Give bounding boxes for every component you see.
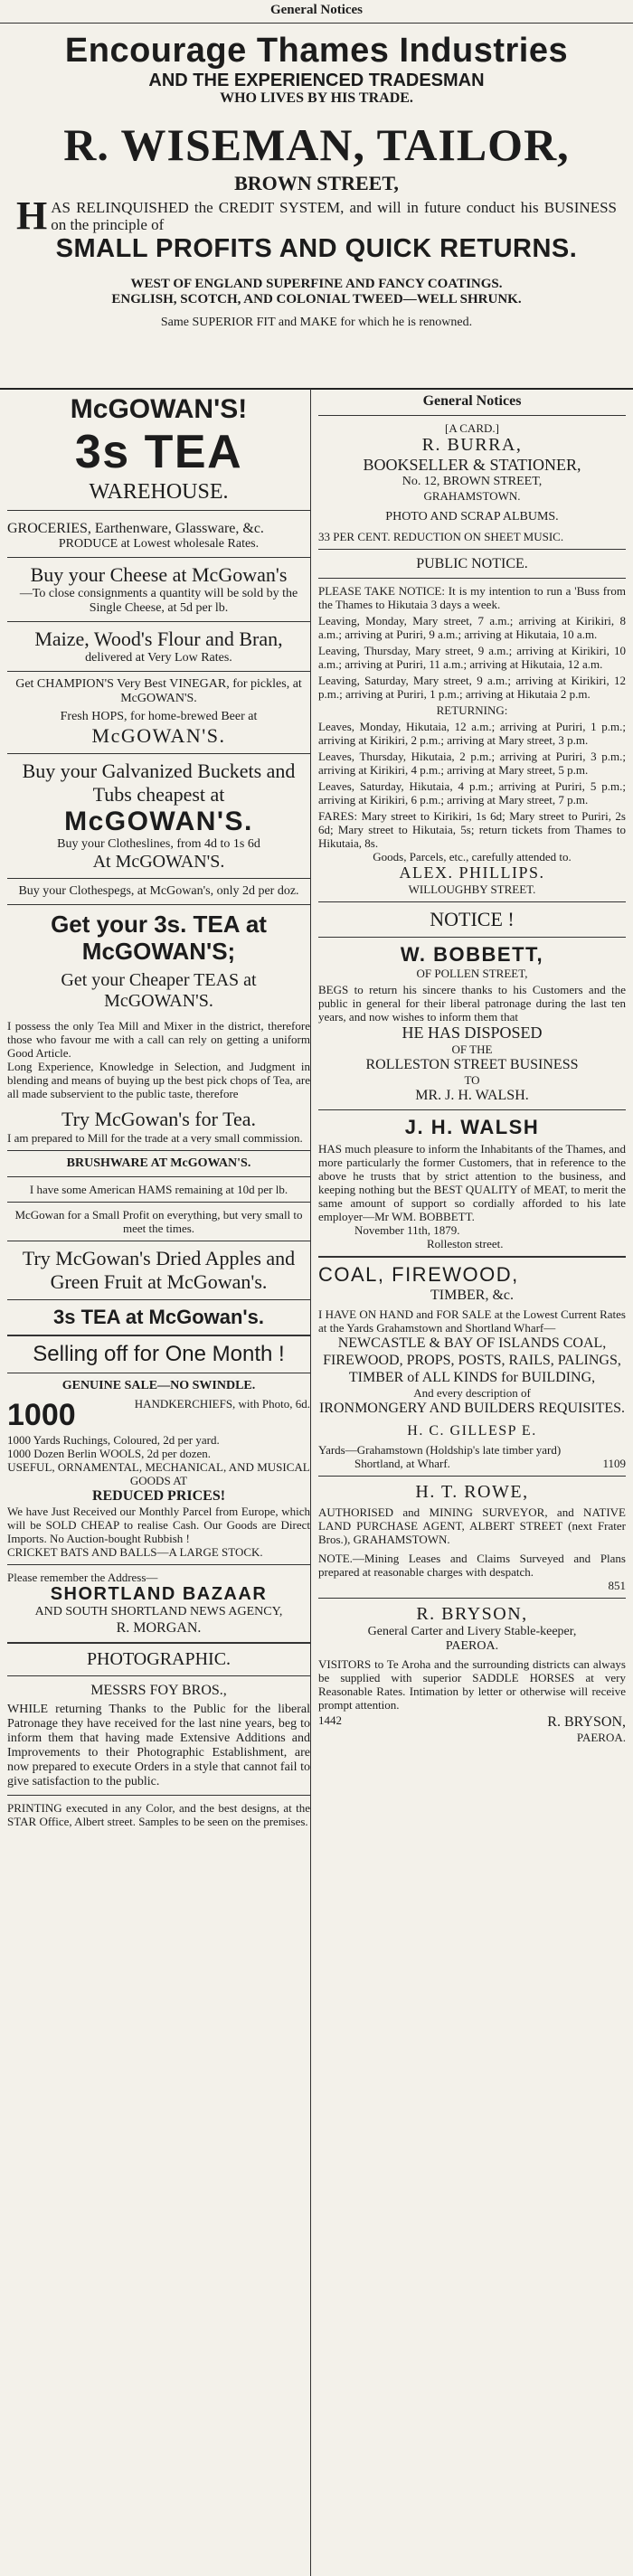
bazaar-genuine: GENUINE SALE—NO SWINDLE.: [61, 1379, 256, 1392]
divider: [318, 901, 626, 902]
bobbett-to: TO: [464, 1073, 480, 1087]
mcgowan-groceries: GROCERIES, Earthenware, Glassware, &c.: [7, 521, 264, 536]
foy-body: WHILE returning Thanks to the Public for the liberal Patronage they have received for the last nine years, beg to inform them that having made Extensive Additions and Improvements to their Photographic Establishment, are now prepared to execute Orders in a style that cannot fail to give satisfaction to the public.: [7, 1703, 310, 1788]
mcgowan-tea3-head: Get your 3s. TEA at McGOWAN'S;: [51, 911, 267, 965]
mcgowan-cheese-body: —To close consignments a quantity will be sold by the Single Cheese, at 5d per lb.: [19, 587, 298, 615]
left-column: [7, 389, 311, 2576]
bazaar-handkerchiefs: [7, 1397, 310, 1433]
mcgowan-try: Try McGowan's for Tea.: [61, 1108, 257, 1130]
bazaar-shortland: SHORTLAND BAZAAR: [50, 1584, 268, 1604]
divider: [318, 415, 626, 416]
divider: [7, 904, 310, 905]
notice-title: NOTICE !: [430, 908, 515, 930]
divider: [7, 1675, 310, 1676]
burra-photo: PHOTO AND SCRAP ALBUMS.: [385, 510, 559, 524]
mcgowan-name2: McGOWAN'S.: [64, 807, 253, 836]
bryson-num: 1442: [318, 1713, 342, 1727]
divider: [318, 937, 626, 938]
rowe-name: H. T. ROWE,: [415, 1482, 529, 1502]
mcgowan-vinegar: Get CHAMPION'S Very Best VINEGAR, for pickles, at McGOWAN'S.: [15, 677, 302, 705]
wiseman-dropcap: H: [16, 193, 48, 238]
coal-timber: TIMBER, &c.: [430, 1288, 514, 1303]
bryson-sig: R. BRYSON,: [547, 1714, 626, 1730]
gillespie-wharf: Shortland, at Wharf.: [354, 1457, 450, 1470]
bazaar-hand: HANDKERCHIEFS, with Photo, 6d.: [134, 1397, 310, 1411]
mcgowan-experience: Long Experience, Knowledge in Selection, and Judgment in blending and means of buying up the best pick chops of Tea, are all made subservient to the public taste, therefore: [7, 1060, 310, 1100]
mcgowan-hops: Fresh HOPS, for home-brewed Beer at: [60, 710, 258, 723]
wiseman-subhead: AND THE EXPERIENCED TRADESMAN: [148, 71, 485, 90]
bryson-town: PAEROA.: [576, 1731, 626, 1744]
bazaar-ruch: 1000 Yards Ruchings, Coloured, 2d per yard.: [7, 1433, 220, 1447]
divider: [7, 1176, 310, 1177]
walsh-date: November 11th, 1879.: [354, 1223, 460, 1237]
columns: [0, 389, 633, 2576]
mcgowan-warehouse: WAREHOUSE.: [89, 480, 229, 504]
rowe-body: AUTHORISED and MINING SURVEYOR, and NATIVE LAND PURCHASE AGENT, ALBERT STREET (next Frater Bros.), GRAHAMSTOWN.: [318, 1505, 626, 1546]
walsh-street: Rolleston street.: [427, 1237, 504, 1250]
wiseman-headline: Encourage Thames Industries: [64, 32, 569, 70]
coal-newcastle: NEWCASTLE & BAY OF ISLANDS COAL,: [337, 1335, 607, 1351]
mcgowan-cheaper: Get your Cheaper TEAS at McGOWAN'S.: [61, 970, 257, 1011]
mcgowan-tea: 3s TEA: [74, 426, 243, 478]
bazaar-title: Selling off for One Month !: [33, 1342, 285, 1366]
divider: [7, 1202, 310, 1203]
coal-firewood: FIREWOOD, PROPS, POSTS, RAILS, PALINGS,: [323, 1353, 621, 1368]
divider: [7, 1564, 310, 1565]
bazaar-news: AND SOUTH SHORTLAND NEWS AGENCY,: [34, 1605, 283, 1618]
bus-r2: Leaves, Thursday, Hikutaia, 2 p.m.; arriving at Puriri, 3 p.m.; arriving at Kirikiri, 4 p.m.; arriving at Mary street, 5 p.m.: [318, 750, 626, 777]
burra-card: [A CARD.]: [445, 421, 499, 435]
bryson-name: R. BRYSON,: [416, 1604, 528, 1624]
divider: [318, 1476, 626, 1477]
masthead: General Notices: [0, 0, 633, 24]
bobbett-body: BEGS to return his sincere thanks to his Customers and the public in general for their liberal patronage during the last ten years, and now wishes to inform them that: [318, 983, 626, 1024]
gillespie-name: H. C. GILLESP E.: [407, 1423, 537, 1439]
bazaar-reduced: REDUCED PRICES!: [91, 1488, 226, 1504]
mcgowan-small: McGowan for a Small Profit on everything, but very small to meet the times.: [14, 1208, 303, 1235]
mcgowan-clotheslines: Buy your Clotheslines, from 4d to 1s 6d: [57, 837, 260, 851]
mcgowan-produce: PRODUCE at Lowest wholesale Rates.: [58, 537, 260, 551]
rowe-num: 851: [608, 1579, 626, 1592]
divider: [7, 753, 310, 754]
divider: [318, 1109, 626, 1110]
divider: [318, 1256, 626, 1258]
foy-print: PRINTING executed in any Color, and the best designs, at the STAR Office, Albert street. Samples to be seen on the premises.: [7, 1801, 310, 1828]
mcgowan-buckets-head: Buy your Galvanized Buckets and Tubs cheapest at: [22, 760, 296, 806]
bus-t1: Leaving, Monday, Mary street, 7 a.m.; arriving at Kirikiri, 8 a.m.; arriving at Puriri, 9 a.m.; arriving at Hikutaia, 10 a.m.: [318, 614, 626, 641]
wiseman-name: R. WISEMAN, TAILOR,: [63, 119, 570, 170]
divider: [7, 1335, 310, 1336]
mcgowan-hams: I have some American HAMS remaining at 10d per lb.: [29, 1183, 288, 1196]
mcgowan-footer: 3s TEA at McGowan's.: [52, 1306, 265, 1328]
bus-intro: PLEASE TAKE NOTICE: It is my intention to run a 'Buss from the Thames to Hikutaia 3 days a week.: [318, 584, 626, 611]
bus-t3: Leaving, Saturday, Mary street, 9 a.m.; arriving at Kirikiri, 12 p.m.; arriving at Puriri, 1 p.m.; arriving at Hikutaia 2 p.m.: [318, 674, 626, 701]
foy-title: PHOTOGRAPHIC.: [86, 1649, 231, 1669]
walsh-name: J. H. WALSH: [404, 1116, 540, 1138]
divider: [7, 878, 310, 879]
coal-title: COAL, FIREWOOD,: [318, 1263, 519, 1286]
mcgowan-brush: BRUSHWARE AT McGOWAN'S.: [66, 1156, 251, 1170]
divider: [7, 510, 310, 511]
mcgowan-maize-body: delivered at Very Low Rates.: [85, 651, 232, 665]
rowe-note: NOTE.—Mining Leases and Claims Surveyed and Plans prepared at reasonable charges with despatch.: [318, 1552, 626, 1579]
wiseman-body: [16, 193, 617, 238]
bobbett-disposed: HE HAS DISPOSED: [402, 1024, 543, 1042]
wiseman-line1: WEST OF ENGLAND SUPERFINE AND FANCY COATINGS.: [130, 277, 503, 291]
foy-name: MESSRS FOY BROS.,: [90, 1683, 227, 1698]
mcgowan-trade: I am prepared to Mill for the trade at a very small commission.: [7, 1131, 303, 1145]
bazaar-useful: USEFUL, ORNAMENTAL, MECHANICAL, AND MUSICAL GOODS AT: [7, 1460, 310, 1487]
gillespie-wharf-row: [318, 1457, 626, 1470]
wiseman-note: Same SUPERIOR FIT and MAKE for which he is renowned.: [160, 316, 473, 329]
bus-t2: Leaving, Thursday, Mary street, 9 a.m.; arriving at Kirikiri, 10 a.m.; arriving at Puriri, 11 a.m.; arriving at Hikutaia, 12 a.m.: [318, 644, 626, 671]
wiseman-street: BROWN STREET,: [234, 172, 399, 194]
mcgowan-pegs: Buy your Clothespegs, at McGowan's, only 2d per doz.: [18, 884, 299, 898]
divider: [7, 621, 310, 622]
coal-iron: IRONMONGERY AND BUILDERS REQUISITES.: [318, 1401, 626, 1416]
bus-alex: ALEX. PHILLIPS.: [399, 863, 545, 882]
right-column: [318, 389, 626, 2576]
mcgowan-mill: I possess the only Tea Mill and Mixer in the district, therefore those who favour me with a call can rely on getting a uniform Good Article.: [7, 1019, 310, 1060]
mcgowan-name1: McGOWAN'S.: [91, 724, 226, 747]
divider: [318, 549, 626, 550]
wiseman-ad: [0, 24, 633, 390]
mcgowan-at: At McGOWAN'S.: [92, 852, 225, 872]
bryson-body: VISITORS to Te Aroha and the surrounding districts can always be supplied with superior SADDLE HORSES at very Reasonable Rates. Intimation by letter or otherwise will receive prompt attention.: [318, 1657, 626, 1712]
bryson-trade: General Carter and Livery Stable-keeper,: [367, 1625, 577, 1638]
bus-willough: WILLOUGHBY STREET.: [408, 882, 536, 896]
divider: [7, 557, 310, 558]
mcgowan-title: McGOWAN'S!: [70, 394, 248, 424]
gillespie-yards: Yards—Grahamstown (Holdship's late timber yard): [318, 1443, 562, 1457]
wiseman-subhead2: WHO LIVES BY HIS TRADE.: [220, 90, 413, 106]
right-header: General Notices: [422, 393, 522, 409]
burra-reduction: 33 PER CENT. REDUCTION ON SHEET MUSIC.: [318, 530, 564, 543]
bazaar-morgan: R. MORGAN.: [116, 1620, 202, 1636]
bus-r1: Leaves, Monday, Hikutaia, 12 a.m.; arriving at Puriri, 1 p.m.; arriving at Kirikiri, 2 p.m.; arriving at Mary street, 3 p.m.: [318, 720, 626, 747]
bazaar-num: 1000: [7, 1398, 76, 1432]
mcgowan-maize-head: Maize, Wood's Flour and Bran,: [34, 627, 283, 650]
bryson-sig-row: [318, 1713, 626, 1731]
mcgowan-apples: Try McGowan's Dried Apples and Green Fruit at McGowan's.: [22, 1247, 296, 1293]
coal-timber-all: TIMBER of ALL KINDS for BUILDING,: [348, 1370, 596, 1385]
burra-addr: No. 12, BROWN STREET,: [402, 475, 543, 488]
bus-r3: Leaves, Saturday, Hikutaia, 4 p.m.; arriving at Puriri, 5 p.m.; arriving at Kirikiri, 6 p.m.; arriving at Mary street, 7 p.m.: [318, 779, 626, 807]
divider: [7, 1795, 310, 1796]
bus-goods: Goods, Parcels, etc., carefully attended to.: [373, 850, 572, 863]
divider: [7, 671, 310, 672]
divider: [7, 1299, 310, 1300]
mcgowan-cheese-head: Buy your Cheese at McGowan's: [30, 563, 288, 586]
burra-town: GRAHAMSTOWN.: [423, 489, 521, 503]
burra-trade: BOOKSELLER & STATIONER,: [363, 456, 581, 474]
bazaar-remember: Please remember the Address—: [7, 1571, 158, 1584]
wiseman-line2: ENGLISH, SCOTCH, AND COLONIAL TWEED—WELL SHRUNK.: [111, 292, 522, 307]
wiseman-slogan: SMALL PROFITS AND QUICK RETURNS.: [55, 234, 578, 263]
walsh-body: HAS much pleasure to inform the Inhabitants of the Thames, and more particularly the former Customers, that in reference to the above he trusts that by strict attention to the business, and keeping nothing but the BEST QUALITY of MEAT, to merit the same amount of support so cordially afforded to his late employer—Mr WM. BOBBETT.: [318, 1142, 626, 1223]
bobbett-pollen: OF POLLEN STREET,: [416, 967, 528, 980]
public-notice: PUBLIC NOTICE.: [416, 556, 528, 571]
divider: [7, 1150, 310, 1151]
coal-every: And every description of: [413, 1386, 531, 1400]
coal-body: I HAVE ON HAND and FOR SALE at the Lowest Current Rates at the Yards Grahamstown and Shortland Wharf—: [318, 1307, 626, 1335]
bus-fares: FARES: Mary street to Kirikiri, 1s 6d; Mary street to Puriri, 2s 6d; Mary street to Hikutaia, 5s; return tickets from Thames to Hikutaia, 8s.: [318, 809, 626, 850]
burra-name: R. BURRA,: [421, 435, 523, 455]
bobbett-walsh-to: MR. J. H. WALSH.: [415, 1088, 529, 1103]
bazaar-cricket: CRICKET BATS AND BALLS—A LARGE STOCK.: [7, 1545, 263, 1559]
bryson-paeroa: PAEROA.: [445, 1639, 499, 1653]
divider: [318, 578, 626, 579]
bus-returning: RETURNING:: [436, 703, 508, 717]
bazaar-receive: We have Just Received our Monthly Parcel from Europe, which will be SOLD CHEAP to realise Cash. Our Goods are Direct Imports. No Auction-bought Rubbish !: [7, 1505, 310, 1545]
divider: [318, 1598, 626, 1599]
bobbett-of: OF THE: [451, 1043, 493, 1056]
wiseman-body-text: AS RELINQUISHED the CREDIT SYSTEM, and will in future conduct his BUSINESS on the principle of: [51, 199, 617, 233]
bobbett-rolleston: ROLLESTON STREET BUSINESS: [365, 1057, 579, 1072]
bobbett-name: W. BOBBETT,: [400, 943, 544, 966]
bazaar-wool: 1000 Dozen Berlin WOOLS, 2d per dozen.: [7, 1447, 212, 1460]
gillespie-num: 1109: [602, 1457, 626, 1470]
divider: [7, 1642, 310, 1644]
